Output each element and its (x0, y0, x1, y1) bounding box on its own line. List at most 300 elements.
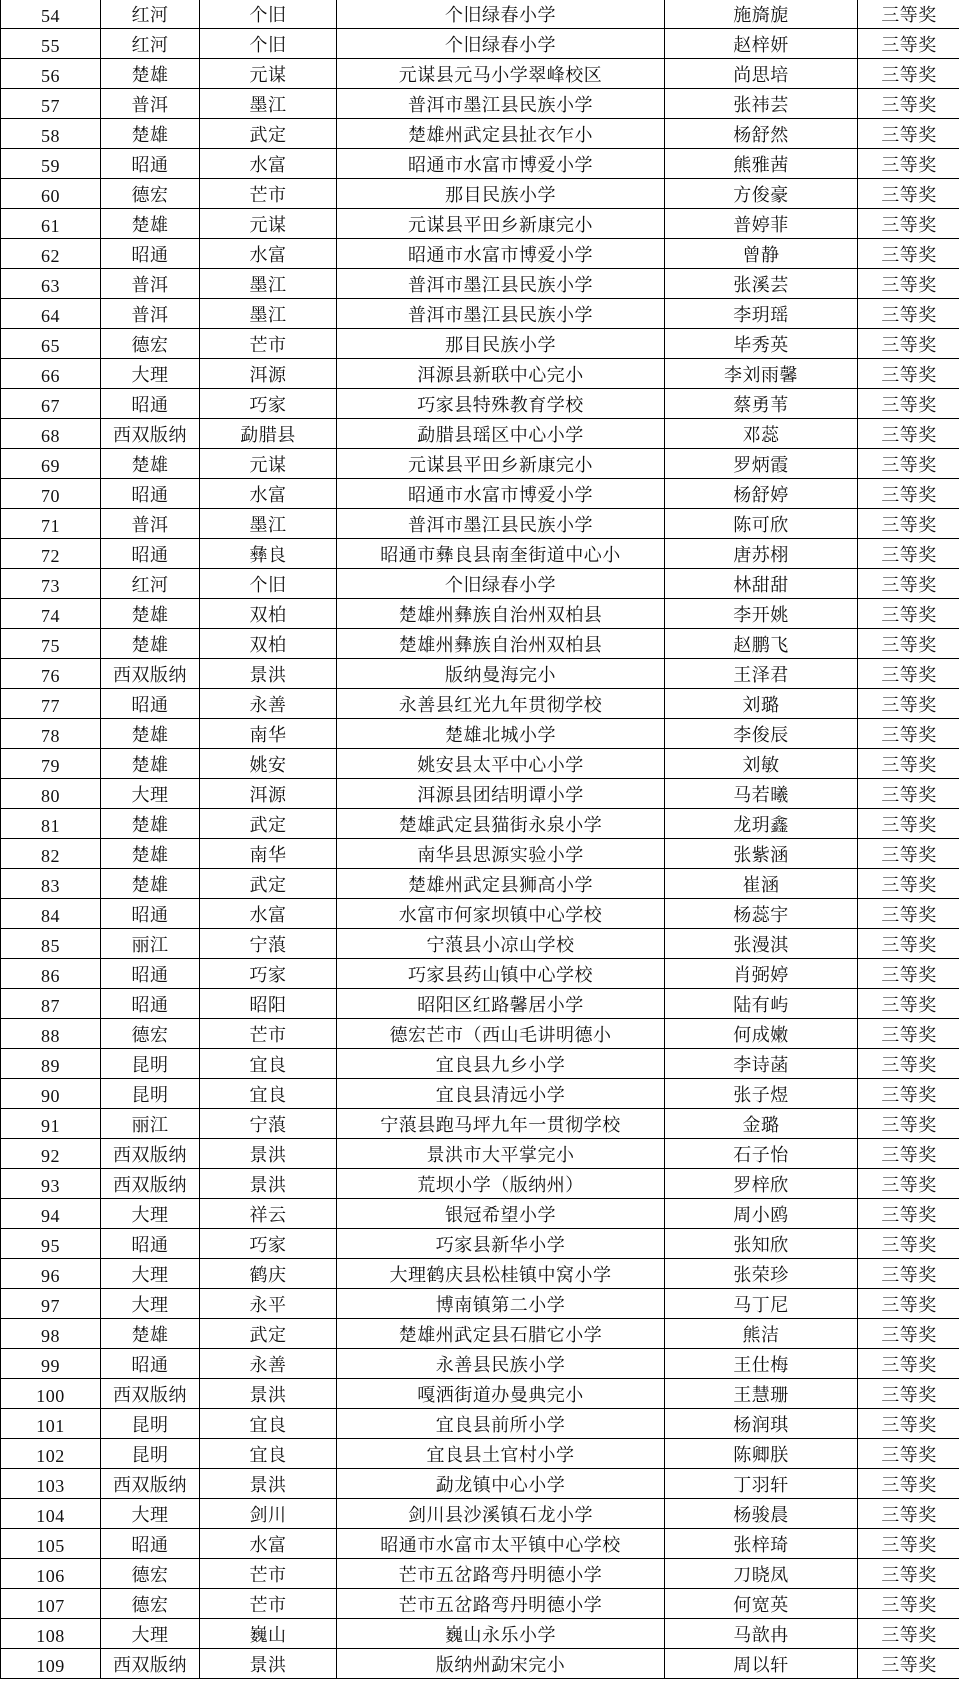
city-cell: 楚雄 (101, 629, 200, 659)
city-cell: 德宏 (101, 329, 200, 359)
county-cell: 宜良 (200, 1409, 337, 1439)
student-name-cell: 马若曦 (665, 779, 858, 809)
school-cell: 荒坝小学（版纳州） (337, 1169, 665, 1199)
table-row (1, 479, 959, 509)
table-row (1, 59, 959, 89)
table-row (1, 1229, 959, 1259)
row-number-cell: 74 (1, 599, 101, 629)
table-row (1, 389, 959, 419)
table-row (1, 1079, 959, 1109)
student-name-cell: 邓蕊 (665, 419, 858, 449)
row-number-cell: 84 (1, 899, 101, 929)
school-cell: 楚雄州武定县狮高小学 (337, 869, 665, 899)
county-cell: 芒市 (200, 1019, 337, 1049)
school-cell: 银冠希望小学 (337, 1199, 665, 1229)
school-cell: 普洱市墨江县民族小学 (337, 269, 665, 299)
table-row (1, 29, 959, 59)
county-cell: 勐腊县 (200, 419, 337, 449)
table-row (1, 209, 959, 239)
school-cell: 楚雄州武定县石腊它小学 (337, 1319, 665, 1349)
county-cell: 元谋 (200, 449, 337, 479)
student-name-cell: 罗梓欣 (665, 1169, 858, 1199)
county-cell: 宁蒗 (200, 1109, 337, 1139)
table-row (1, 0, 959, 29)
student-name-cell: 普婷菲 (665, 209, 858, 239)
school-cell: 楚雄北城小学 (337, 719, 665, 749)
award-level-cell: 三等奖 (858, 959, 959, 989)
table-row (1, 1109, 959, 1139)
school-cell: 版纳曼海完小 (337, 659, 665, 689)
city-cell: 昭通 (101, 989, 200, 1019)
city-cell: 丽江 (101, 929, 200, 959)
table-row (1, 1619, 959, 1649)
county-cell: 南华 (200, 839, 337, 869)
table-row (1, 1649, 959, 1679)
award-level-cell: 三等奖 (858, 1589, 959, 1619)
row-number-cell: 94 (1, 1199, 101, 1229)
row-number-cell: 91 (1, 1109, 101, 1139)
city-cell: 德宏 (101, 1019, 200, 1049)
row-number-cell: 86 (1, 959, 101, 989)
award-level-cell: 三等奖 (858, 239, 959, 269)
student-name-cell: 马丁尼 (665, 1289, 858, 1319)
school-cell: 永善县红光九年贯彻学校 (337, 689, 665, 719)
table-row (1, 539, 959, 569)
city-cell: 红河 (101, 29, 200, 59)
school-cell: 勐腊县瑶区中心小学 (337, 419, 665, 449)
county-cell: 巧家 (200, 959, 337, 989)
county-cell: 景洪 (200, 1469, 337, 1499)
school-cell: 昭阳区红路馨居小学 (337, 989, 665, 1019)
county-cell: 双柏 (200, 599, 337, 629)
student-name-cell: 王仕梅 (665, 1349, 858, 1379)
row-number-cell: 99 (1, 1349, 101, 1379)
city-cell: 昆明 (101, 1049, 200, 1079)
county-cell: 昭阳 (200, 989, 337, 1019)
award-level-cell: 三等奖 (858, 1469, 959, 1499)
county-cell: 个旧 (200, 569, 337, 599)
award-level-cell: 三等奖 (858, 1259, 959, 1289)
table-row (1, 719, 959, 749)
row-number-cell: 107 (1, 1589, 101, 1619)
city-cell: 昭通 (101, 239, 200, 269)
row-number-cell: 80 (1, 779, 101, 809)
city-cell: 普洱 (101, 299, 200, 329)
city-cell: 德宏 (101, 179, 200, 209)
row-number-cell: 67 (1, 389, 101, 419)
award-level-cell: 三等奖 (858, 1109, 959, 1139)
county-cell: 水富 (200, 239, 337, 269)
award-level-cell: 三等奖 (858, 719, 959, 749)
county-cell: 芒市 (200, 1559, 337, 1589)
student-name-cell: 杨舒然 (665, 119, 858, 149)
school-cell: 巧家县特殊教育学校 (337, 389, 665, 419)
award-level-cell: 三等奖 (858, 179, 959, 209)
county-cell: 墨江 (200, 299, 337, 329)
city-cell: 西双版纳 (101, 1139, 200, 1169)
school-cell: 普洱市墨江县民族小学 (337, 509, 665, 539)
award-level-cell: 三等奖 (858, 1319, 959, 1349)
table-row (1, 1409, 959, 1439)
city-cell: 大理 (101, 1199, 200, 1229)
table-row (1, 449, 959, 479)
table-row (1, 899, 959, 929)
award-level-cell: 三等奖 (858, 89, 959, 119)
row-number-cell: 82 (1, 839, 101, 869)
county-cell: 武定 (200, 869, 337, 899)
county-cell: 鹤庆 (200, 1259, 337, 1289)
city-cell: 大理 (101, 779, 200, 809)
student-name-cell: 曾静 (665, 239, 858, 269)
city-cell: 昭通 (101, 689, 200, 719)
table-row (1, 269, 959, 299)
award-level-cell: 三等奖 (858, 299, 959, 329)
award-level-cell: 三等奖 (858, 1199, 959, 1229)
row-number-cell: 54 (1, 0, 101, 29)
city-cell: 楚雄 (101, 209, 200, 239)
county-cell: 墨江 (200, 509, 337, 539)
table-row (1, 509, 959, 539)
student-name-cell: 陈卿朕 (665, 1439, 858, 1469)
row-number-cell: 63 (1, 269, 101, 299)
school-cell: 德宏芒市（西山毛讲明德小 (337, 1019, 665, 1049)
table-row (1, 1439, 959, 1469)
row-number-cell: 57 (1, 89, 101, 119)
table-row (1, 89, 959, 119)
table-row (1, 659, 959, 689)
student-name-cell: 崔涵 (665, 869, 858, 899)
row-number-cell: 81 (1, 809, 101, 839)
award-level-cell: 三等奖 (858, 659, 959, 689)
city-cell: 昭通 (101, 959, 200, 989)
student-name-cell: 金璐 (665, 1109, 858, 1139)
row-number-cell: 78 (1, 719, 101, 749)
county-cell: 永善 (200, 689, 337, 719)
award-level-cell: 三等奖 (858, 0, 959, 29)
table-row (1, 1349, 959, 1379)
table-row (1, 119, 959, 149)
student-name-cell: 张紫涵 (665, 839, 858, 869)
row-number-cell: 105 (1, 1529, 101, 1559)
row-number-cell: 76 (1, 659, 101, 689)
city-cell: 楚雄 (101, 119, 200, 149)
row-number-cell: 95 (1, 1229, 101, 1259)
award-table-body (1, 0, 959, 1679)
student-name-cell: 张漫淇 (665, 929, 858, 959)
county-cell: 姚安 (200, 749, 337, 779)
city-cell: 普洱 (101, 269, 200, 299)
school-cell: 巍山永乐小学 (337, 1619, 665, 1649)
student-name-cell: 周以轩 (665, 1649, 858, 1679)
row-number-cell: 101 (1, 1409, 101, 1439)
student-name-cell: 林甜甜 (665, 569, 858, 599)
school-cell: 昭通市水富市博爱小学 (337, 479, 665, 509)
row-number-cell: 62 (1, 239, 101, 269)
row-number-cell: 83 (1, 869, 101, 899)
student-name-cell: 张荣珍 (665, 1259, 858, 1289)
city-cell: 红河 (101, 0, 200, 29)
county-cell: 永善 (200, 1349, 337, 1379)
student-name-cell: 方俊豪 (665, 179, 858, 209)
student-name-cell: 马歆冉 (665, 1619, 858, 1649)
award-level-cell: 三等奖 (858, 419, 959, 449)
city-cell: 大理 (101, 1259, 200, 1289)
county-cell: 个旧 (200, 29, 337, 59)
city-cell: 昭通 (101, 149, 200, 179)
school-cell: 元谋县元马小学翠峰校区 (337, 59, 665, 89)
award-level-cell: 三等奖 (858, 1499, 959, 1529)
student-name-cell: 赵鹏飞 (665, 629, 858, 659)
table-row (1, 149, 959, 179)
table-row (1, 629, 959, 659)
row-number-cell: 58 (1, 119, 101, 149)
city-cell: 昭通 (101, 539, 200, 569)
student-name-cell: 王慧珊 (665, 1379, 858, 1409)
school-cell: 洱源县新联中心完小 (337, 359, 665, 389)
city-cell: 西双版纳 (101, 659, 200, 689)
award-level-cell: 三等奖 (858, 1079, 959, 1109)
row-number-cell: 108 (1, 1619, 101, 1649)
city-cell: 昭通 (101, 1229, 200, 1259)
student-name-cell: 李玥瑶 (665, 299, 858, 329)
school-cell: 普洱市墨江县民族小学 (337, 89, 665, 119)
row-number-cell: 104 (1, 1499, 101, 1529)
school-cell: 宜良县清远小学 (337, 1079, 665, 1109)
county-cell: 景洪 (200, 1649, 337, 1679)
row-number-cell: 106 (1, 1559, 101, 1589)
row-number-cell: 60 (1, 179, 101, 209)
school-cell: 楚雄州彝族自治州双柏县 (337, 599, 665, 629)
award-level-cell: 三等奖 (858, 839, 959, 869)
county-cell: 武定 (200, 1319, 337, 1349)
school-cell: 版纳州勐宋完小 (337, 1649, 665, 1679)
table-row (1, 1589, 959, 1619)
county-cell: 彝良 (200, 539, 337, 569)
county-cell: 巍山 (200, 1619, 337, 1649)
student-name-cell: 石子怡 (665, 1139, 858, 1169)
award-level-cell: 三等奖 (858, 389, 959, 419)
award-level-cell: 三等奖 (858, 149, 959, 179)
county-cell: 水富 (200, 899, 337, 929)
school-cell: 昭通市水富市博爱小学 (337, 149, 665, 179)
school-cell: 昭通市水富市博爱小学 (337, 239, 665, 269)
table-row (1, 1049, 959, 1079)
award-level-cell: 三等奖 (858, 269, 959, 299)
city-cell: 西双版纳 (101, 1169, 200, 1199)
award-level-cell: 三等奖 (858, 1619, 959, 1649)
city-cell: 昭通 (101, 1349, 200, 1379)
school-cell: 昭通市彝良县南奎街道中心小 (337, 539, 665, 569)
student-name-cell: 张知欣 (665, 1229, 858, 1259)
row-number-cell: 64 (1, 299, 101, 329)
student-name-cell: 唐苏栩 (665, 539, 858, 569)
award-level-cell: 三等奖 (858, 449, 959, 479)
award-level-cell: 三等奖 (858, 29, 959, 59)
award-level-cell: 三等奖 (858, 359, 959, 389)
city-cell: 大理 (101, 1499, 200, 1529)
student-name-cell: 熊洁 (665, 1319, 858, 1349)
school-cell: 姚安县太平中心小学 (337, 749, 665, 779)
student-name-cell: 刘敏 (665, 749, 858, 779)
award-level-cell: 三等奖 (858, 629, 959, 659)
school-cell: 巧家县药山镇中心学校 (337, 959, 665, 989)
row-number-cell: 70 (1, 479, 101, 509)
school-cell: 芒市五岔路弯丹明德小学 (337, 1559, 665, 1589)
city-cell: 普洱 (101, 509, 200, 539)
school-cell: 楚雄州武定县扯衣乍小 (337, 119, 665, 149)
row-number-cell: 75 (1, 629, 101, 659)
city-cell: 昭通 (101, 389, 200, 419)
county-cell: 剑川 (200, 1499, 337, 1529)
county-cell: 景洪 (200, 1139, 337, 1169)
award-level-cell: 三等奖 (858, 1649, 959, 1679)
city-cell: 德宏 (101, 1589, 200, 1619)
student-name-cell: 尚思培 (665, 59, 858, 89)
student-name-cell: 蔡勇苇 (665, 389, 858, 419)
award-level-cell: 三等奖 (858, 599, 959, 629)
school-cell: 芒市五岔路弯丹明德小学 (337, 1589, 665, 1619)
student-name-cell: 何成嫩 (665, 1019, 858, 1049)
county-cell: 宜良 (200, 1439, 337, 1469)
table-row (1, 1019, 959, 1049)
city-cell: 楚雄 (101, 809, 200, 839)
county-cell: 宁蒗 (200, 929, 337, 959)
table-row (1, 329, 959, 359)
table-row (1, 1169, 959, 1199)
school-cell: 洱源县团结明谭小学 (337, 779, 665, 809)
school-cell: 那目民族小学 (337, 329, 665, 359)
row-number-cell: 72 (1, 539, 101, 569)
row-number-cell: 69 (1, 449, 101, 479)
school-cell: 永善县民族小学 (337, 1349, 665, 1379)
row-number-cell: 79 (1, 749, 101, 779)
student-name-cell: 施旖旎 (665, 0, 858, 29)
city-cell: 昆明 (101, 1409, 200, 1439)
city-cell: 德宏 (101, 1559, 200, 1589)
school-cell: 个旧绿春小学 (337, 569, 665, 599)
county-cell: 芒市 (200, 329, 337, 359)
county-cell: 宜良 (200, 1049, 337, 1079)
table-row (1, 1469, 959, 1499)
city-cell: 昆明 (101, 1439, 200, 1469)
student-name-cell: 李诗菡 (665, 1049, 858, 1079)
student-name-cell: 熊雅茜 (665, 149, 858, 179)
student-name-cell: 杨骏晨 (665, 1499, 858, 1529)
award-level-cell: 三等奖 (858, 329, 959, 359)
school-cell: 个旧绿春小学 (337, 0, 665, 29)
award-level-cell: 三等奖 (858, 929, 959, 959)
table-row (1, 1499, 959, 1529)
table-row (1, 1529, 959, 1559)
student-name-cell: 李俊辰 (665, 719, 858, 749)
school-cell: 南华县思源实验小学 (337, 839, 665, 869)
student-name-cell: 李刘雨馨 (665, 359, 858, 389)
school-cell: 大理鹤庆县松桂镇中窝小学 (337, 1259, 665, 1289)
award-level-cell: 三等奖 (858, 809, 959, 839)
school-cell: 勐龙镇中心小学 (337, 1469, 665, 1499)
row-number-cell: 66 (1, 359, 101, 389)
row-number-cell: 71 (1, 509, 101, 539)
city-cell: 楚雄 (101, 719, 200, 749)
city-cell: 昭通 (101, 899, 200, 929)
school-cell: 元谋县平田乡新康完小 (337, 209, 665, 239)
student-name-cell: 刀晓凤 (665, 1559, 858, 1589)
award-level-cell: 三等奖 (858, 1559, 959, 1589)
award-level-cell: 三等奖 (858, 779, 959, 809)
student-name-cell: 毕秀英 (665, 329, 858, 359)
student-name-cell: 周小鸥 (665, 1199, 858, 1229)
row-number-cell: 85 (1, 929, 101, 959)
award-level-cell: 三等奖 (858, 869, 959, 899)
county-cell: 水富 (200, 1529, 337, 1559)
school-cell: 嘎洒街道办曼典完小 (337, 1379, 665, 1409)
table-row (1, 749, 959, 779)
city-cell: 楚雄 (101, 449, 200, 479)
table-row (1, 839, 959, 869)
county-cell: 景洪 (200, 1169, 337, 1199)
county-cell: 永平 (200, 1289, 337, 1319)
county-cell: 宜良 (200, 1079, 337, 1109)
city-cell: 大理 (101, 1619, 200, 1649)
table-row (1, 959, 959, 989)
award-level-cell: 三等奖 (858, 989, 959, 1019)
table-row (1, 989, 959, 1019)
table-row (1, 599, 959, 629)
school-cell: 宜良县九乡小学 (337, 1049, 665, 1079)
award-level-cell: 三等奖 (858, 1229, 959, 1259)
school-cell: 昭通市水富市太平镇中心学校 (337, 1529, 665, 1559)
row-number-cell: 55 (1, 29, 101, 59)
row-number-cell: 61 (1, 209, 101, 239)
school-cell: 普洱市墨江县民族小学 (337, 299, 665, 329)
row-number-cell: 97 (1, 1289, 101, 1319)
table-row (1, 299, 959, 329)
student-name-cell: 李开姚 (665, 599, 858, 629)
row-number-cell: 89 (1, 1049, 101, 1079)
school-cell: 巧家县新华小学 (337, 1229, 665, 1259)
table-row (1, 1289, 959, 1319)
table-row (1, 809, 959, 839)
award-level-cell: 三等奖 (858, 689, 959, 719)
county-cell: 景洪 (200, 1379, 337, 1409)
city-cell: 红河 (101, 569, 200, 599)
city-cell: 昭通 (101, 1529, 200, 1559)
city-cell: 西双版纳 (101, 419, 200, 449)
row-number-cell: 103 (1, 1469, 101, 1499)
award-level-cell: 三等奖 (858, 749, 959, 779)
student-name-cell: 杨舒婷 (665, 479, 858, 509)
table-row (1, 689, 959, 719)
city-cell: 楚雄 (101, 749, 200, 779)
school-cell: 元谋县平田乡新康完小 (337, 449, 665, 479)
award-level-cell: 三等奖 (858, 569, 959, 599)
row-number-cell: 90 (1, 1079, 101, 1109)
school-cell: 宜良县土官村小学 (337, 1439, 665, 1469)
table-row (1, 1199, 959, 1229)
city-cell: 大理 (101, 359, 200, 389)
table-row (1, 239, 959, 269)
school-cell: 剑川县沙溪镇石龙小学 (337, 1499, 665, 1529)
school-cell: 那目民族小学 (337, 179, 665, 209)
award-level-cell: 三等奖 (858, 1289, 959, 1319)
row-number-cell: 102 (1, 1439, 101, 1469)
student-name-cell: 丁羽轩 (665, 1469, 858, 1499)
student-name-cell: 陈可欣 (665, 509, 858, 539)
county-cell: 元谋 (200, 59, 337, 89)
award-level-cell: 三等奖 (858, 1019, 959, 1049)
county-cell: 洱源 (200, 359, 337, 389)
student-name-cell: 张祎芸 (665, 89, 858, 119)
